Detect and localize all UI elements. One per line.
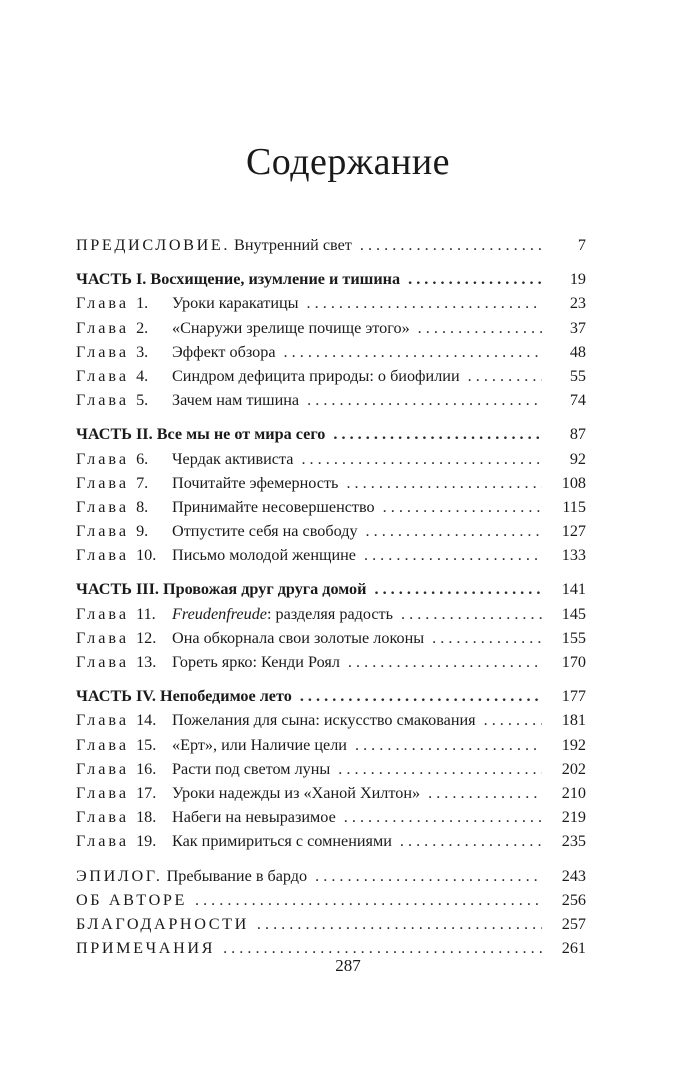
toc-entry-chapter-15[interactable] <box>76 733 586 757</box>
chapter-word: Глава <box>76 832 130 851</box>
page-number: 37 <box>569 318 586 337</box>
page-title: Содержание <box>245 141 451 183</box>
chapter-word: Глава <box>76 342 130 361</box>
section-label: ПРЕДИСЛОВИЕ. <box>76 236 230 254</box>
leader-dots <box>284 340 542 364</box>
toc-entry-about-author[interactable] <box>76 888 586 912</box>
part-label: ЧАСТЬ II. <box>76 425 153 444</box>
page-number: 7 <box>577 236 586 254</box>
toc-entry-part-4[interactable] <box>76 684 586 708</box>
chapter-number: 13. <box>136 653 157 671</box>
leader-dots <box>300 684 542 708</box>
chapter-number: 17. <box>136 783 157 802</box>
chapter-word: Глава <box>76 497 130 516</box>
part-label: ЧАСТЬ III. <box>76 580 159 599</box>
page-number: 133 <box>561 546 586 565</box>
leader-dots <box>346 471 542 495</box>
leader-dots <box>315 864 542 888</box>
toc-entry-part-3[interactable] <box>76 577 586 601</box>
chapter-title: Отпустите себя на свободу <box>172 522 358 541</box>
toc-entry-chapter-6[interactable] <box>76 447 586 471</box>
page-number: 235 <box>561 832 586 851</box>
leader-dots <box>484 708 542 732</box>
part-label: ЧАСТЬ I. <box>76 270 147 289</box>
toc-entry-chapter-18[interactable] <box>76 805 586 829</box>
page-number: 115 <box>562 497 586 516</box>
chapter-word: Глава <box>76 783 130 802</box>
page-number: 19 <box>569 270 586 289</box>
chapter-word: Глава <box>76 473 130 492</box>
page-number: 181 <box>561 711 586 730</box>
section-title: Пребывание в бардо <box>162 866 308 885</box>
toc-entry-chapter-19[interactable] <box>76 829 586 853</box>
leader-dots <box>195 888 542 912</box>
toc-entry-chapter-11[interactable] <box>76 602 586 626</box>
leader-dots <box>307 388 542 412</box>
toc-entry-chapter-1[interactable] <box>76 291 586 315</box>
chapter-title: Уроки каракатицы <box>172 294 299 313</box>
chapter-word: Глава <box>76 808 130 827</box>
chapter-title: Эффект обзора <box>172 342 276 361</box>
page-number: 192 <box>561 735 586 754</box>
chapter-word: Глава <box>76 628 130 647</box>
page-number: 170 <box>561 653 586 671</box>
page-number: 92 <box>569 449 586 468</box>
leader-dots <box>257 912 542 936</box>
page-number: 219 <box>561 808 586 827</box>
chapter-word: Глава <box>76 366 130 385</box>
toc-entry-chapter-13[interactable] <box>76 650 586 674</box>
part-title: Все мы не от мира сего <box>152 425 326 444</box>
page-number: 141 <box>561 580 586 599</box>
chapter-title: Гореть ярко: Кенди Роял <box>172 653 340 671</box>
chapter-number: 3. <box>136 342 149 361</box>
toc-entry-chapter-14[interactable] <box>76 708 586 732</box>
toc-entry-chapter-16[interactable] <box>76 757 586 781</box>
leader-dots <box>468 364 542 388</box>
section-title: Внутренний свет <box>230 236 352 254</box>
page-number: 256 <box>561 890 586 909</box>
chapter-title: Принимайте несовершенство <box>172 497 375 516</box>
chapter-title: : разделяя радость <box>267 604 394 623</box>
chapter-number: 2. <box>136 318 149 337</box>
page-number: 177 <box>561 687 586 706</box>
leader-dots <box>432 626 542 650</box>
chapter-title: Она обкорнала свои золотые локоны <box>172 628 425 647</box>
chapter-number: 11. <box>136 604 156 623</box>
chapter-title: Зачем нам тишина <box>172 391 300 410</box>
part-label: ЧАСТЬ IV. <box>76 687 156 706</box>
chapter-word: Глава <box>76 546 130 565</box>
chapter-number: 6. <box>136 449 149 468</box>
leader-dots <box>333 422 542 446</box>
chapter-title: Пожелания для сына: искусство смакования <box>172 711 476 730</box>
part-title: Восхищение, изумление и тишина <box>146 270 401 289</box>
chapter-number: 14. <box>136 711 157 730</box>
leader-dots <box>364 543 542 567</box>
page-number: 261 <box>561 939 586 958</box>
leader-dots <box>355 733 542 757</box>
chapter-title: Почитайте эфемерность <box>172 473 339 492</box>
section-label: ОБ АВТОРЕ <box>76 890 187 909</box>
chapter-word: Глава <box>76 294 130 313</box>
chapter-title: Уроки надежды из «Ханой Хилтон» <box>172 783 421 802</box>
toc-entry-epilogue[interactable] <box>76 864 586 888</box>
page-number: 108 <box>561 473 586 492</box>
chapter-number: 19. <box>136 832 157 851</box>
chapter-title: Чердак активиста <box>172 449 294 468</box>
page-number: 243 <box>561 866 586 885</box>
page-folio: 287 <box>335 956 361 975</box>
page-number: 48 <box>569 342 586 361</box>
page-number: 127 <box>561 522 586 541</box>
chapter-number: 1. <box>136 294 149 313</box>
chapter-word: Глава <box>76 604 130 623</box>
chapter-number: 10. <box>136 546 157 565</box>
page-number: 145 <box>561 604 586 623</box>
page-number: 74 <box>569 391 586 410</box>
chapter-number: 4. <box>136 366 149 385</box>
toc-entry-chapter-17[interactable] <box>76 781 586 805</box>
chapter-title: Письмо молодой женщине <box>172 546 356 565</box>
page-number: 155 <box>561 628 586 647</box>
leader-dots <box>428 781 542 805</box>
chapter-title: Расти под светом луны <box>172 759 331 778</box>
toc-entry-chapter-12[interactable] <box>76 626 586 650</box>
chapter-number: 7. <box>136 473 149 492</box>
chapter-word: Глава <box>76 711 130 730</box>
page-number: 23 <box>569 294 586 313</box>
chapter-title-italic: Freudenfreude <box>172 604 267 623</box>
toc-entry-part-1[interactable] <box>76 267 586 291</box>
section-label: БЛАГОДАРНОСТИ <box>76 914 249 933</box>
leader-dots <box>418 316 542 340</box>
leader-dots <box>344 805 542 829</box>
chapter-title: «Ерт», или Наличие цели <box>172 735 347 754</box>
toc-entry-chapter-7[interactable] <box>76 471 586 495</box>
toc-entry-chapter-4[interactable] <box>76 364 586 388</box>
chapter-title: Синдром дефицита природы: о биофилии <box>172 366 460 385</box>
chapter-title: Как примириться с сомнениями <box>172 832 392 851</box>
page-number: 257 <box>561 914 586 933</box>
toc-entry-chapter-5[interactable] <box>76 388 586 412</box>
chapter-word: Глава <box>76 391 130 410</box>
chapter-word: Глава <box>76 318 130 337</box>
leader-dots <box>338 757 542 781</box>
leader-dots <box>301 447 542 471</box>
leader-dots <box>307 291 542 315</box>
section-label: ПРИМЕЧАНИЯ <box>76 939 216 958</box>
page-number: 210 <box>561 783 586 802</box>
chapter-number: 12. <box>136 628 157 647</box>
toc-entry-chapter-8[interactable] <box>76 495 586 519</box>
page-number: 87 <box>569 425 586 444</box>
chapter-number: 18. <box>136 808 157 827</box>
chapter-title: «Снаружи зрелище почище этого» <box>172 318 410 337</box>
toc-entry-chapter-2[interactable] <box>76 316 586 340</box>
leader-dots <box>401 602 542 626</box>
chapter-word: Глава <box>76 522 130 541</box>
toc-entry-part-2[interactable] <box>76 422 586 446</box>
chapter-title: Набеги на невыразимое <box>172 808 336 827</box>
leader-dots <box>366 519 542 543</box>
leader-dots <box>374 577 542 601</box>
chapter-word: Глава <box>76 449 130 468</box>
part-title: Провожая друг друга домой <box>158 580 367 599</box>
leader-dots <box>400 829 542 853</box>
leader-dots <box>360 233 542 257</box>
chapter-word: Глава <box>76 653 130 671</box>
page-number: 55 <box>569 366 586 385</box>
section-label: ЭПИЛОГ. <box>76 866 163 885</box>
leader-dots <box>348 650 542 674</box>
toc-entry-preface[interactable] <box>76 233 586 257</box>
toc-entry-chapter-3[interactable] <box>76 340 586 364</box>
chapter-number: 16. <box>136 759 157 778</box>
chapter-number: 9. <box>136 522 149 541</box>
leader-dots <box>408 267 542 291</box>
toc-entry-chapter-9[interactable] <box>76 519 586 543</box>
chapter-number: 5. <box>136 391 149 410</box>
chapter-number: 15. <box>136 735 157 754</box>
toc-entry-chapter-10[interactable] <box>76 543 586 567</box>
leader-dots <box>383 495 542 519</box>
page-number: 202 <box>561 759 586 778</box>
toc-entry-acknowledgements[interactable] <box>76 912 586 936</box>
part-title: Непобедимое лето <box>155 687 292 706</box>
chapter-word: Глава <box>76 759 130 778</box>
chapter-number: 8. <box>136 497 149 516</box>
chapter-word: Глава <box>76 735 130 754</box>
table-of-contents <box>76 233 586 960</box>
